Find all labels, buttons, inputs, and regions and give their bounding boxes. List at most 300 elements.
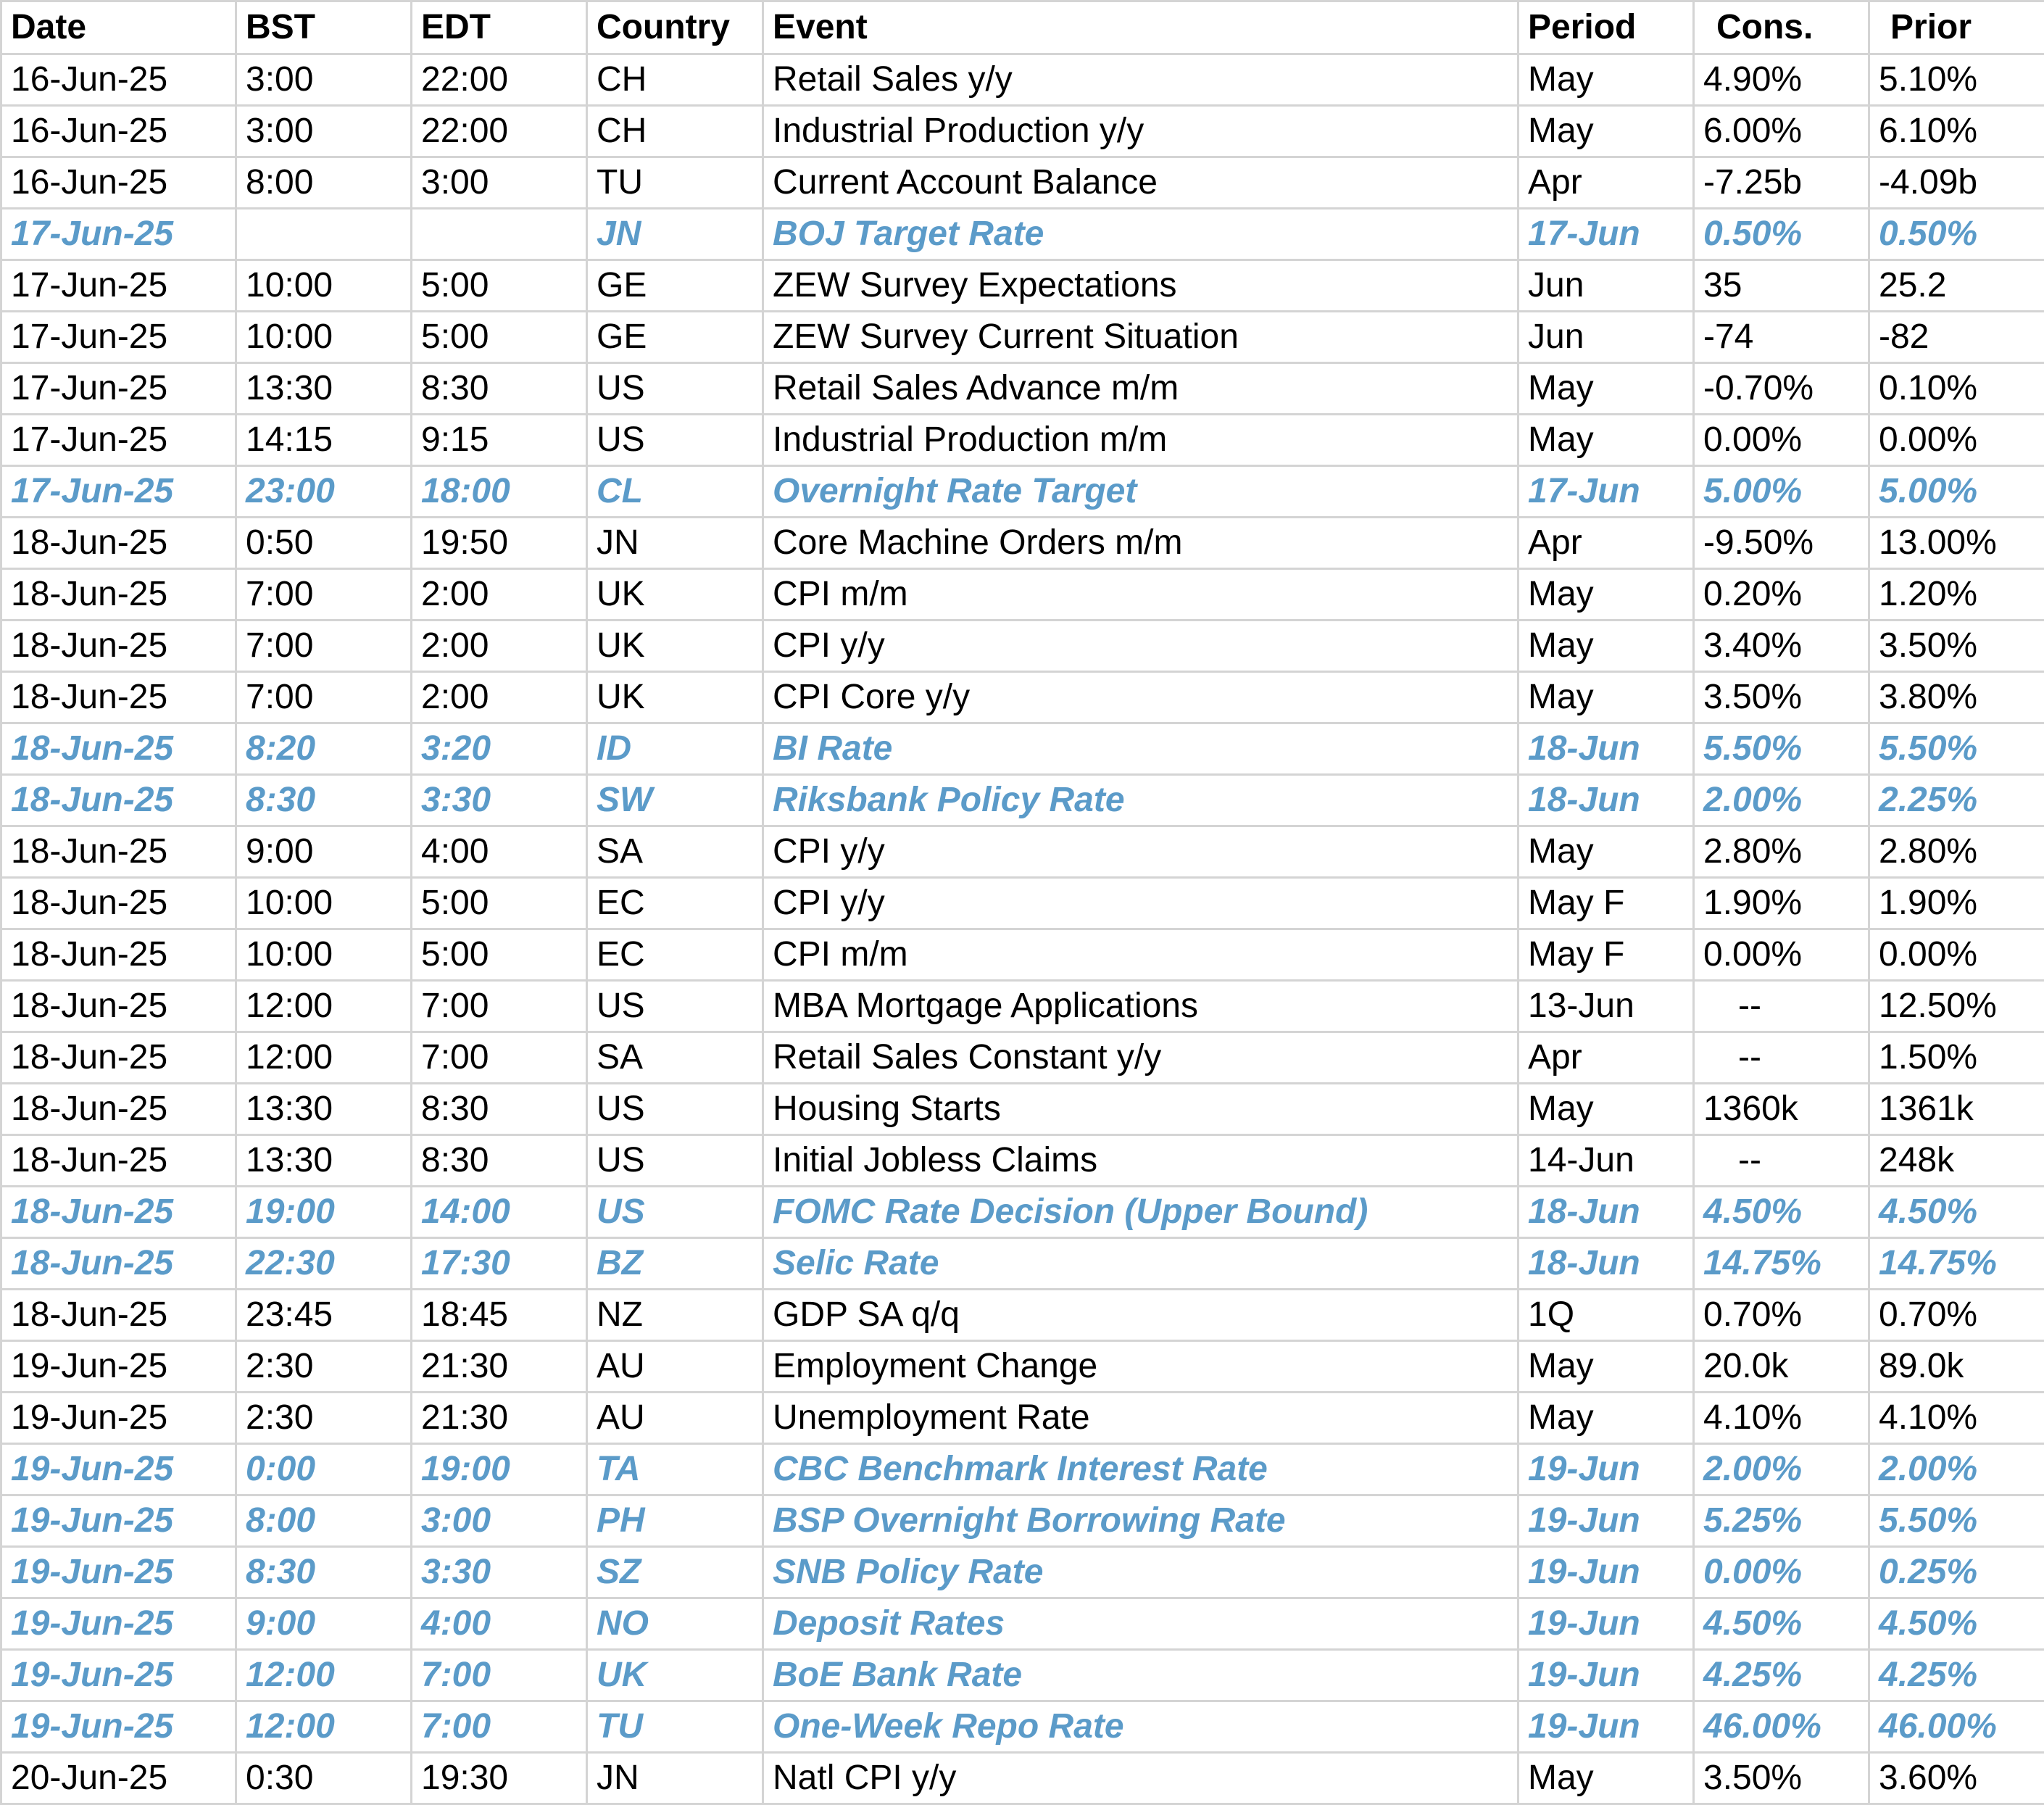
table-row-rate-decision [1, 1650, 2044, 1701]
cell-date: 17-Jun-25 [1, 209, 236, 260]
cell-date: 17-Jun-25 [1, 466, 236, 518]
cell-country: UK [587, 672, 763, 723]
table-row-rate-decision [1, 775, 2044, 826]
table-row [1, 878, 2044, 929]
cell-event: Selic Rate [763, 1238, 1519, 1290]
cell-edt: 3:30 [412, 775, 587, 826]
cell-prior: -82 [1869, 312, 2044, 363]
header-event: Event [763, 1, 1519, 54]
cell-bst: 12:00 [236, 981, 412, 1032]
cell-cons: 2.00% [1694, 1444, 1869, 1495]
cell-period: May [1519, 106, 1694, 157]
table-row [1, 157, 2044, 209]
cell-prior: 2.25% [1869, 775, 2044, 826]
cell-date: 17-Jun-25 [1, 415, 236, 466]
cell-cons: -74 [1694, 312, 1869, 363]
table-row [1, 1290, 2044, 1341]
cell-prior: 12.50% [1869, 981, 2044, 1032]
cell-cons: 46.00% [1694, 1701, 1869, 1753]
cell-edt: 21:30 [412, 1393, 587, 1444]
cell-cons: 20.0k [1694, 1341, 1869, 1393]
cell-cons: 0.00% [1694, 1547, 1869, 1598]
cell-bst: 8:00 [236, 1495, 412, 1547]
table-row-rate-decision [1, 209, 2044, 260]
cell-cons: 4.25% [1694, 1650, 1869, 1701]
cell-bst: 0:30 [236, 1753, 412, 1804]
cell-event: ZEW Survey Expectations [763, 260, 1519, 312]
cell-bst: 8:20 [236, 723, 412, 775]
cell-edt: 8:30 [412, 363, 587, 415]
cell-edt: 9:15 [412, 415, 587, 466]
table-row [1, 363, 2044, 415]
cell-cons: 4.90% [1694, 54, 1869, 106]
cell-country: AU [587, 1341, 763, 1393]
cell-event: CPI y/y [763, 826, 1519, 878]
cell-edt: 3:00 [412, 157, 587, 209]
cell-period: May F [1519, 878, 1694, 929]
cell-event: Retail Sales y/y [763, 54, 1519, 106]
table-row-rate-decision [1, 1598, 2044, 1650]
cell-country: SA [587, 826, 763, 878]
cell-date: 18-Jun-25 [1, 723, 236, 775]
cell-prior: 248k [1869, 1135, 2044, 1187]
cell-event: Riksbank Policy Rate [763, 775, 1519, 826]
cell-bst: 12:00 [236, 1701, 412, 1753]
cell-period: May [1519, 672, 1694, 723]
cell-event: CPI m/m [763, 569, 1519, 621]
cell-event: Natl CPI y/y [763, 1753, 1519, 1804]
cell-bst: 8:30 [236, 1547, 412, 1598]
cell-bst: 12:00 [236, 1650, 412, 1701]
cell-date: 18-Jun-25 [1, 929, 236, 981]
cell-prior: 13.00% [1869, 518, 2044, 569]
cell-edt: 5:00 [412, 878, 587, 929]
cell-edt: 19:00 [412, 1444, 587, 1495]
cell-prior: 2.80% [1869, 826, 2044, 878]
cell-cons: 35 [1694, 260, 1869, 312]
cell-event: BoE Bank Rate [763, 1650, 1519, 1701]
cell-period: 18-Jun [1519, 723, 1694, 775]
cell-country: CH [587, 54, 763, 106]
table-row-rate-decision [1, 1547, 2044, 1598]
cell-country: US [587, 363, 763, 415]
cell-event: Deposit Rates [763, 1598, 1519, 1650]
cell-prior: -4.09b [1869, 157, 2044, 209]
cell-edt: 21:30 [412, 1341, 587, 1393]
cell-prior: 1.90% [1869, 878, 2044, 929]
cell-cons: 4.10% [1694, 1393, 1869, 1444]
table-row [1, 929, 2044, 981]
cell-period: May [1519, 415, 1694, 466]
cell-period: Jun [1519, 312, 1694, 363]
cell-period: May [1519, 621, 1694, 672]
header-period: Period [1519, 1, 1694, 54]
cell-event: CPI m/m [763, 929, 1519, 981]
cell-period: Jun [1519, 260, 1694, 312]
cell-period: 19-Jun [1519, 1547, 1694, 1598]
cell-country: EC [587, 878, 763, 929]
table-row-rate-decision [1, 1495, 2044, 1547]
cell-period: 19-Jun [1519, 1598, 1694, 1650]
cell-bst: 2:30 [236, 1393, 412, 1444]
cell-edt: 3:20 [412, 723, 587, 775]
cell-date: 19-Jun-25 [1, 1341, 236, 1393]
cell-period: 18-Jun [1519, 1238, 1694, 1290]
cell-cons: 0.50% [1694, 209, 1869, 260]
table-row-rate-decision [1, 723, 2044, 775]
cell-period: 14-Jun [1519, 1135, 1694, 1187]
header-edt: EDT [412, 1, 587, 54]
cell-period: 18-Jun [1519, 775, 1694, 826]
cell-prior: 1.20% [1869, 569, 2044, 621]
cell-period: May [1519, 1753, 1694, 1804]
cell-cons: 4.50% [1694, 1598, 1869, 1650]
cell-bst: 3:00 [236, 106, 412, 157]
cell-bst: 8:30 [236, 775, 412, 826]
cell-country: US [587, 1135, 763, 1187]
cell-country: CL [587, 466, 763, 518]
cell-prior: 5.00% [1869, 466, 2044, 518]
cell-event: One-Week Repo Rate [763, 1701, 1519, 1753]
cell-cons: -- [1694, 1135, 1869, 1187]
cell-country: PH [587, 1495, 763, 1547]
cell-edt: 18:00 [412, 466, 587, 518]
cell-period: Apr [1519, 157, 1694, 209]
cell-period: May [1519, 569, 1694, 621]
cell-cons: -9.50% [1694, 518, 1869, 569]
cell-period: 19-Jun [1519, 1701, 1694, 1753]
cell-prior: 2.00% [1869, 1444, 2044, 1495]
cell-edt: 22:00 [412, 106, 587, 157]
table-row-rate-decision [1, 1444, 2044, 1495]
cell-country: JN [587, 209, 763, 260]
cell-period: May [1519, 826, 1694, 878]
table-row [1, 621, 2044, 672]
cell-prior: 6.10% [1869, 106, 2044, 157]
table-row [1, 1393, 2044, 1444]
cell-country: SW [587, 775, 763, 826]
cell-prior: 5.10% [1869, 54, 2044, 106]
cell-cons: 5.25% [1694, 1495, 1869, 1547]
cell-edt: 2:00 [412, 569, 587, 621]
cell-event: Unemployment Rate [763, 1393, 1519, 1444]
cell-cons: 1.90% [1694, 878, 1869, 929]
cell-country: EC [587, 929, 763, 981]
cell-date: 19-Jun-25 [1, 1393, 236, 1444]
header-row [1, 1, 2044, 54]
cell-date: 18-Jun-25 [1, 518, 236, 569]
table-row [1, 672, 2044, 723]
cell-date: 16-Jun-25 [1, 54, 236, 106]
cell-period: 18-Jun [1519, 1187, 1694, 1238]
cell-prior: 4.50% [1869, 1187, 2044, 1238]
cell-prior: 3.80% [1869, 672, 2044, 723]
cell-bst: 23:45 [236, 1290, 412, 1341]
cell-country: ID [587, 723, 763, 775]
table-row [1, 569, 2044, 621]
cell-prior: 1.50% [1869, 1032, 2044, 1084]
cell-cons: 3.50% [1694, 1753, 1869, 1804]
cell-event: Current Account Balance [763, 157, 1519, 209]
cell-period: Apr [1519, 518, 1694, 569]
cell-event: SNB Policy Rate [763, 1547, 1519, 1598]
cell-prior: 5.50% [1869, 1495, 2044, 1547]
cell-country: JN [587, 1753, 763, 1804]
cell-edt: 17:30 [412, 1238, 587, 1290]
cell-bst: 12:00 [236, 1032, 412, 1084]
cell-bst: 9:00 [236, 826, 412, 878]
cell-edt: 4:00 [412, 826, 587, 878]
cell-bst: 19:00 [236, 1187, 412, 1238]
header-cons: Cons. [1694, 1, 1869, 54]
cell-cons: 14.75% [1694, 1238, 1869, 1290]
cell-date: 18-Jun-25 [1, 1290, 236, 1341]
cell-cons: -- [1694, 1032, 1869, 1084]
cell-cons: -0.70% [1694, 363, 1869, 415]
cell-event: BSP Overnight Borrowing Rate [763, 1495, 1519, 1547]
cell-date: 19-Jun-25 [1, 1650, 236, 1701]
cell-prior: 4.10% [1869, 1393, 2044, 1444]
cell-prior: 3.60% [1869, 1753, 2044, 1804]
cell-event: Employment Change [763, 1341, 1519, 1393]
cell-period: 17-Jun [1519, 466, 1694, 518]
cell-country: NZ [587, 1290, 763, 1341]
cell-edt: 5:00 [412, 312, 587, 363]
cell-event: Industrial Production y/y [763, 106, 1519, 157]
header-prior: Prior [1869, 1, 2044, 54]
table-row [1, 981, 2044, 1032]
cell-event: Retail Sales Advance m/m [763, 363, 1519, 415]
cell-event: Housing Starts [763, 1084, 1519, 1135]
cell-country: SZ [587, 1547, 763, 1598]
cell-prior: 0.50% [1869, 209, 2044, 260]
table-row-rate-decision [1, 1701, 2044, 1753]
cell-bst: 2:30 [236, 1341, 412, 1393]
cell-country: US [587, 1187, 763, 1238]
cell-period: May F [1519, 929, 1694, 981]
cell-period: May [1519, 363, 1694, 415]
cell-cons: 3.50% [1694, 672, 1869, 723]
cell-cons: 6.00% [1694, 106, 1869, 157]
cell-date: 18-Jun-25 [1, 1135, 236, 1187]
cell-country: TU [587, 1701, 763, 1753]
cell-bst: 7:00 [236, 621, 412, 672]
cell-bst: 23:00 [236, 466, 412, 518]
cell-edt: 7:00 [412, 1032, 587, 1084]
cell-bst: 10:00 [236, 312, 412, 363]
table-row [1, 1341, 2044, 1393]
cell-edt: 22:00 [412, 54, 587, 106]
cell-event: CPI Core y/y [763, 672, 1519, 723]
cell-bst [236, 209, 412, 260]
cell-edt: 2:00 [412, 672, 587, 723]
cell-country: GE [587, 260, 763, 312]
table-row [1, 415, 2044, 466]
cell-bst: 10:00 [236, 929, 412, 981]
table-row [1, 1032, 2044, 1084]
cell-event: MBA Mortgage Applications [763, 981, 1519, 1032]
cell-date: 19-Jun-25 [1, 1547, 236, 1598]
cell-period: 13-Jun [1519, 981, 1694, 1032]
cell-date: 18-Jun-25 [1, 826, 236, 878]
cell-prior: 0.25% [1869, 1547, 2044, 1598]
cell-country: US [587, 415, 763, 466]
cell-prior: 3.50% [1869, 621, 2044, 672]
cell-date: 20-Jun-25 [1, 1753, 236, 1804]
cell-country: AU [587, 1393, 763, 1444]
cell-bst: 14:15 [236, 415, 412, 466]
cell-country: JN [587, 518, 763, 569]
cell-bst: 13:30 [236, 1084, 412, 1135]
cell-bst: 10:00 [236, 260, 412, 312]
cell-edt: 7:00 [412, 1650, 587, 1701]
table-row-rate-decision [1, 1238, 2044, 1290]
cell-bst: 0:00 [236, 1444, 412, 1495]
cell-period: May [1519, 1084, 1694, 1135]
cell-cons: 4.50% [1694, 1187, 1869, 1238]
cell-country: SA [587, 1032, 763, 1084]
cell-edt: 18:45 [412, 1290, 587, 1341]
cell-period: 19-Jun [1519, 1650, 1694, 1701]
header-country: Country [587, 1, 763, 54]
cell-edt: 14:00 [412, 1187, 587, 1238]
cell-country: UK [587, 569, 763, 621]
cell-date: 18-Jun-25 [1, 981, 236, 1032]
cell-date: 19-Jun-25 [1, 1598, 236, 1650]
cell-bst: 7:00 [236, 672, 412, 723]
cell-event: BOJ Target Rate [763, 209, 1519, 260]
cell-edt: 4:00 [412, 1598, 587, 1650]
cell-date: 18-Jun-25 [1, 878, 236, 929]
cell-event: CPI y/y [763, 878, 1519, 929]
table-row [1, 1135, 2044, 1187]
cell-event: BI Rate [763, 723, 1519, 775]
cell-edt: 2:00 [412, 621, 587, 672]
cell-country: TU [587, 157, 763, 209]
cell-date: 19-Jun-25 [1, 1495, 236, 1547]
cell-event: CBC Benchmark Interest Rate [763, 1444, 1519, 1495]
cell-cons: 1360k [1694, 1084, 1869, 1135]
cell-period: 19-Jun [1519, 1444, 1694, 1495]
cell-bst: 10:00 [236, 878, 412, 929]
cell-cons: 0.70% [1694, 1290, 1869, 1341]
cell-bst: 22:30 [236, 1238, 412, 1290]
cell-date: 18-Jun-25 [1, 672, 236, 723]
cell-edt: 19:50 [412, 518, 587, 569]
cell-prior: 0.70% [1869, 1290, 2044, 1341]
cell-date: 18-Jun-25 [1, 1238, 236, 1290]
cell-edt: 19:30 [412, 1753, 587, 1804]
cell-cons: 5.50% [1694, 723, 1869, 775]
cell-date: 18-Jun-25 [1, 1084, 236, 1135]
cell-cons: 0.00% [1694, 929, 1869, 981]
cell-country: UK [587, 621, 763, 672]
table-row [1, 54, 2044, 106]
cell-date: 18-Jun-25 [1, 1032, 236, 1084]
cell-edt: 8:30 [412, 1084, 587, 1135]
cell-event: Overnight Rate Target [763, 466, 1519, 518]
cell-event: Initial Jobless Claims [763, 1135, 1519, 1187]
cell-country: BZ [587, 1238, 763, 1290]
cell-cons: 2.00% [1694, 775, 1869, 826]
table-row [1, 1753, 2044, 1804]
cell-country: US [587, 981, 763, 1032]
cell-edt: 7:00 [412, 1701, 587, 1753]
cell-event: ZEW Survey Current Situation [763, 312, 1519, 363]
cell-date: 19-Jun-25 [1, 1444, 236, 1495]
cell-event: Retail Sales Constant y/y [763, 1032, 1519, 1084]
cell-event: GDP SA q/q [763, 1290, 1519, 1341]
cell-edt: 8:30 [412, 1135, 587, 1187]
table-row [1, 260, 2044, 312]
cell-prior: 5.50% [1869, 723, 2044, 775]
cell-cons: 3.40% [1694, 621, 1869, 672]
cell-country: US [587, 1084, 763, 1135]
cell-date: 17-Jun-25 [1, 363, 236, 415]
cell-edt: 3:30 [412, 1547, 587, 1598]
cell-period: 19-Jun [1519, 1495, 1694, 1547]
table-row [1, 312, 2044, 363]
cell-bst: 7:00 [236, 569, 412, 621]
cell-event: Industrial Production m/m [763, 415, 1519, 466]
cell-prior: 46.00% [1869, 1701, 2044, 1753]
cell-date: 18-Jun-25 [1, 775, 236, 826]
cell-cons: -7.25b [1694, 157, 1869, 209]
table-row [1, 518, 2044, 569]
cell-date: 18-Jun-25 [1, 1187, 236, 1238]
cell-event: Core Machine Orders m/m [763, 518, 1519, 569]
cell-country: GE [587, 312, 763, 363]
cell-period: May [1519, 1393, 1694, 1444]
header-date: Date [1, 1, 236, 54]
cell-country: UK [587, 1650, 763, 1701]
cell-prior: 1361k [1869, 1084, 2044, 1135]
cell-prior: 14.75% [1869, 1238, 2044, 1290]
cell-edt: 7:00 [412, 981, 587, 1032]
cell-date: 17-Jun-25 [1, 260, 236, 312]
cell-edt: 5:00 [412, 929, 587, 981]
cell-edt: 3:00 [412, 1495, 587, 1547]
cell-prior: 0.00% [1869, 415, 2044, 466]
cell-country: NO [587, 1598, 763, 1650]
cell-bst: 0:50 [236, 518, 412, 569]
cell-cons: 0.00% [1694, 415, 1869, 466]
cell-edt: 5:00 [412, 260, 587, 312]
cell-country: TA [587, 1444, 763, 1495]
cell-cons: 5.00% [1694, 466, 1869, 518]
cell-date: 18-Jun-25 [1, 569, 236, 621]
cell-bst: 8:00 [236, 157, 412, 209]
table-row-rate-decision [1, 1187, 2044, 1238]
cell-period: 1Q [1519, 1290, 1694, 1341]
cell-bst: 3:00 [236, 54, 412, 106]
cell-prior: 4.25% [1869, 1650, 2044, 1701]
table-row [1, 106, 2044, 157]
cell-event: FOMC Rate Decision (Upper Bound) [763, 1187, 1519, 1238]
table-row-rate-decision [1, 466, 2044, 518]
cell-prior: 89.0k [1869, 1341, 2044, 1393]
table-body [1, 54, 2044, 1804]
cell-cons: -- [1694, 981, 1869, 1032]
cell-country: CH [587, 106, 763, 157]
cell-period: Apr [1519, 1032, 1694, 1084]
cell-period: 17-Jun [1519, 209, 1694, 260]
table-row [1, 826, 2044, 878]
cell-bst: 13:30 [236, 363, 412, 415]
cell-period: May [1519, 1341, 1694, 1393]
cell-bst: 13:30 [236, 1135, 412, 1187]
cell-cons: 0.20% [1694, 569, 1869, 621]
